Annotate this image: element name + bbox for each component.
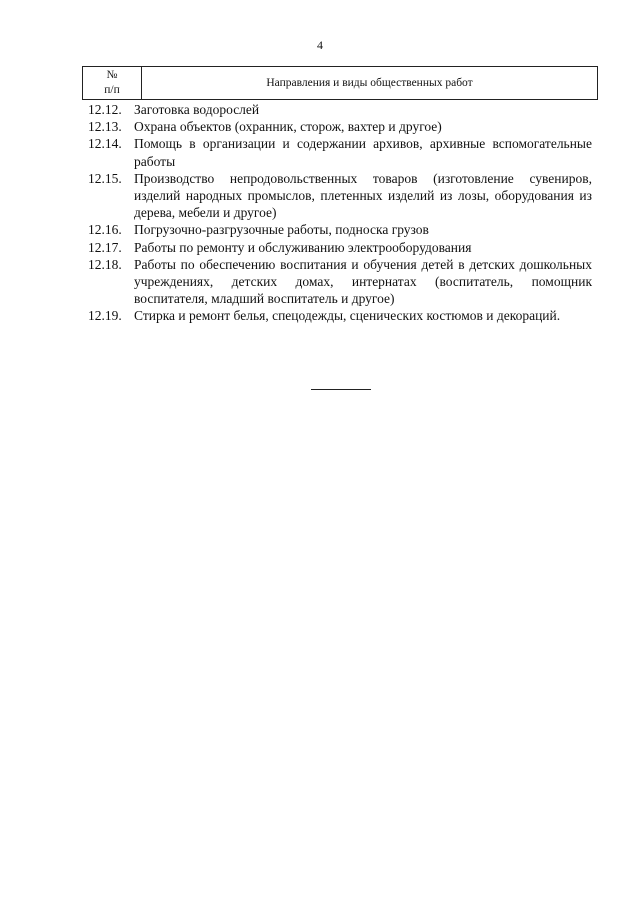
list-item: [88, 239, 592, 256]
list-item: [88, 101, 592, 118]
item-number: 12.19.: [88, 308, 122, 324]
item-text: Производство непродовольственных товаров (изготовление сувениров, изделий народных промыслов, плетенных изделий из лозы, оборудования из дерева, мебели и другое): [134, 170, 592, 221]
end-divider: [311, 389, 371, 390]
list-item: [88, 221, 592, 238]
item-text: Работы по ремонту и обслуживанию электрооборудования: [134, 239, 472, 255]
item-text: Охрана объектов (охранник, сторож, вахтер и другое): [134, 119, 442, 135]
list-item: [88, 307, 592, 324]
item-number: 12.18.: [88, 256, 122, 272]
list-item: [88, 170, 592, 222]
item-number: 12.16.: [88, 222, 122, 238]
item-text: Работы по обеспечению воспитания и обучения детей в детских дошкольных учреждениях, детских домах, интернатах (воспитатель, помощник воспитателя, младший воспитатель и другое): [134, 256, 592, 307]
page-number: 4: [317, 38, 323, 52]
list-item: [88, 118, 592, 135]
item-text: Помощь в организации и содержании архивов, архивные вспомогательные работы: [134, 136, 592, 169]
list-item: [88, 256, 592, 308]
header-title: Направления и виды общественных работ: [266, 77, 473, 89]
table-header: [82, 66, 598, 100]
header-number-abbrev: п/п: [104, 84, 120, 96]
item-number: 12.12.: [88, 102, 122, 117]
list-item: [88, 135, 592, 169]
item-number: 12.14.: [88, 136, 122, 152]
item-number: 12.13.: [88, 119, 122, 135]
header-number-sign: №: [106, 69, 118, 81]
item-number: 12.17.: [88, 239, 122, 255]
item-text: Заготовка водорослей: [134, 102, 260, 117]
work-list: [88, 101, 592, 325]
item-text: Стирка и ремонт белья, спецодежды, сценических костюмов и декораций.: [134, 308, 561, 324]
item-text: Погрузочно-разгрузочные работы, подноска грузов: [134, 222, 429, 238]
item-number: 12.15.: [88, 170, 122, 186]
header-number-column: [83, 67, 142, 99]
